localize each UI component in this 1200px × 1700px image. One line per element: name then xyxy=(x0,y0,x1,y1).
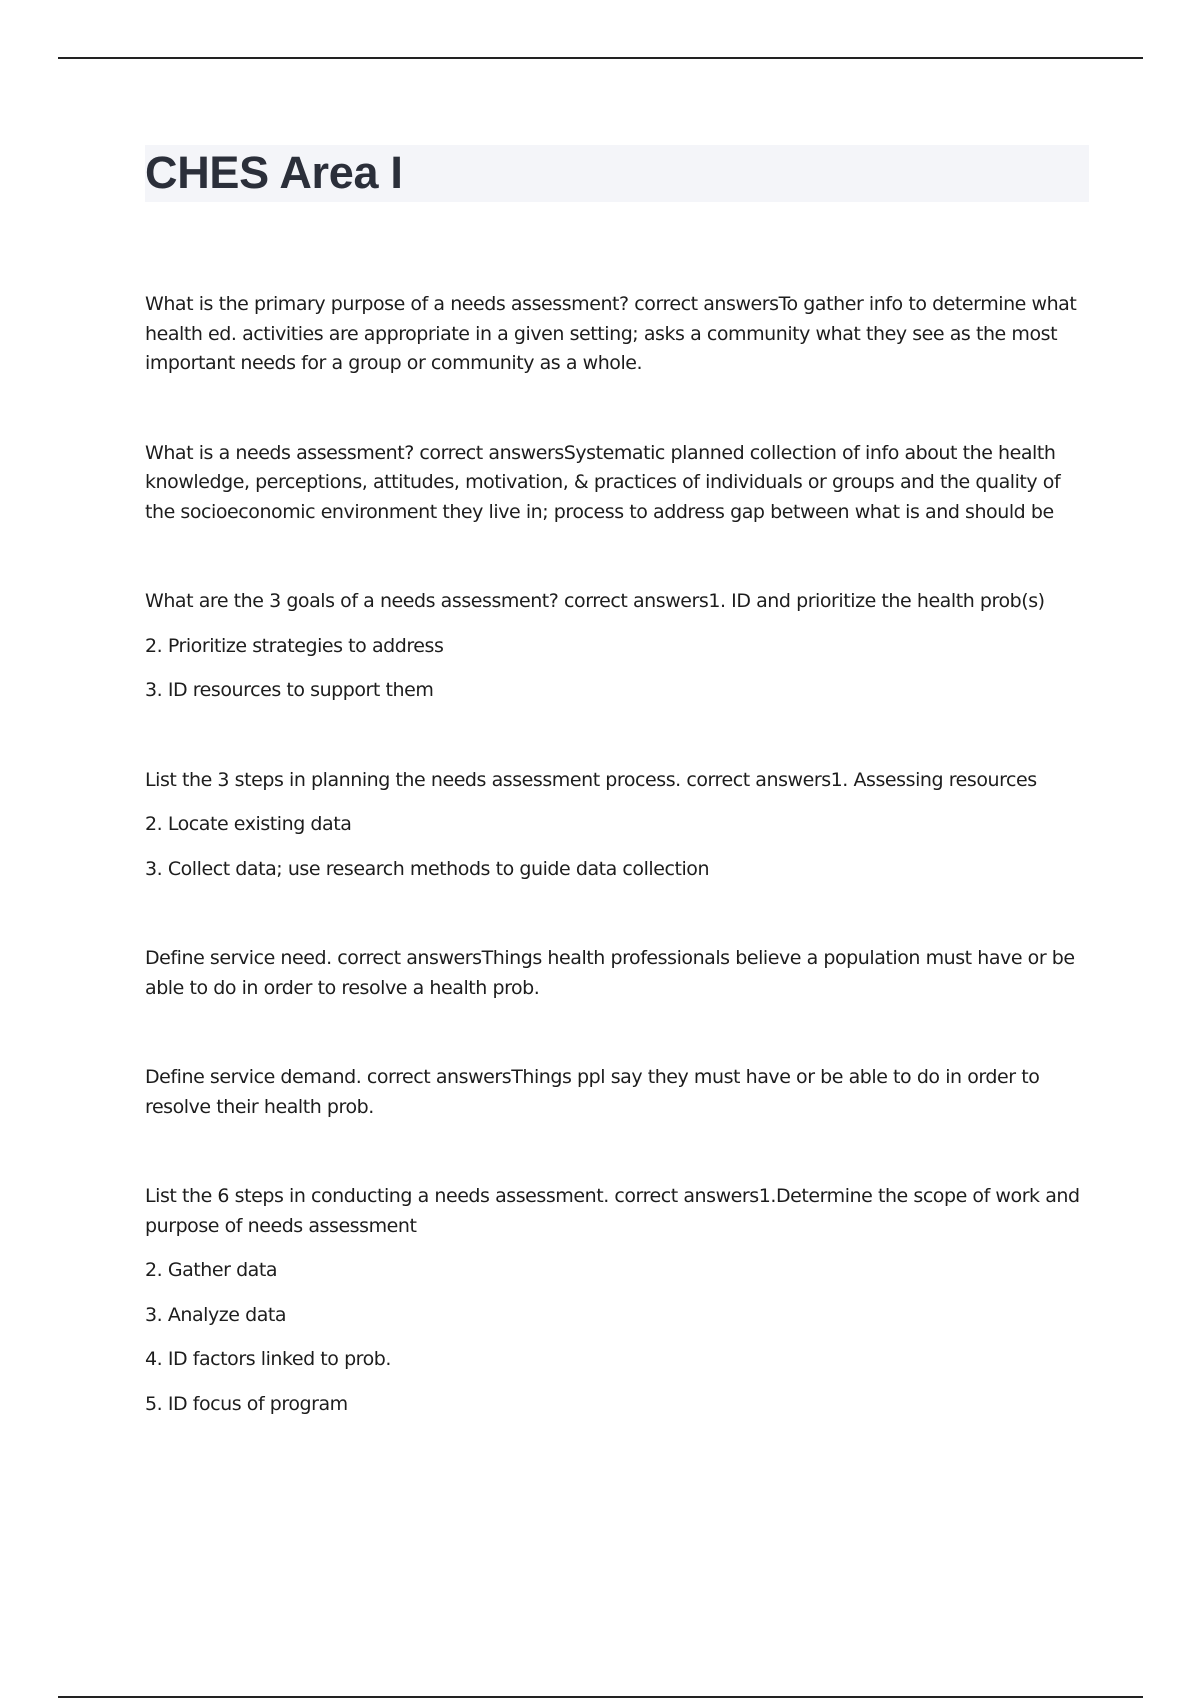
list-item: 2. Prioritize strategies to address xyxy=(145,634,444,657)
bottom-divider xyxy=(58,1696,1143,1698)
document-body xyxy=(145,290,1095,1419)
title-block xyxy=(145,145,1089,202)
qa-entry-5 xyxy=(145,944,1095,1003)
qa-entry-6 xyxy=(145,1063,1095,1122)
list-item: 2. Gather data xyxy=(145,1259,278,1281)
qa-text: What is a needs assessment? correct answersSystematic planned collection of info about the health knowledge, perceptions, attitudes, motivation, & practices of individuals or groups and the quality of the socioeconomic environment they live in; process to address gap between what is and should be xyxy=(145,441,1061,523)
qa-text: What are the 3 goals of a needs assessment? correct answers1. ID and prioritize the health prob(s) xyxy=(145,590,1045,612)
qa-entry-3 xyxy=(145,587,1095,706)
list-item: 2. Locate existing data xyxy=(145,813,352,835)
qa-entry-2 xyxy=(145,439,1095,528)
qa-text: List the 3 steps in planning the needs assessment process. correct answers1. Assessing resources xyxy=(145,768,1037,791)
qa-entry-1 xyxy=(145,290,1095,379)
page-title: CHES Area I xyxy=(145,147,403,198)
qa-entry-7 xyxy=(145,1182,1095,1419)
list-item: 4. ID factors linked to prob. xyxy=(145,1348,392,1370)
qa-text: What is the primary purpose of a needs assessment? correct answersTo gather info to determine what health ed. activities are appropriate in a given setting; asks a community what they see as the most important needs for a group or community as a whole. xyxy=(145,293,1077,374)
list-item: 3. ID resources to support them xyxy=(145,679,434,701)
list-item: 5. ID focus of program xyxy=(145,1392,348,1415)
top-divider xyxy=(58,57,1143,59)
qa-text: Define service demand. correct answersThings ppl say they must have or be able to do in order to resolve their health prob. xyxy=(145,1066,1040,1118)
qa-text: Define service need. correct answersThings health professionals believe a population must have or be able to do in order to resolve a health prob. xyxy=(145,947,1075,999)
list-item: 3. Analyze data xyxy=(145,1303,287,1326)
qa-entry-4 xyxy=(145,766,1095,885)
list-item: 3. Collect data; use research methods to guide data collection xyxy=(145,857,710,880)
qa-text: List the 6 steps in conducting a needs assessment. correct answers1.Determine the scope of work and purpose of needs assessment xyxy=(145,1185,1080,1237)
